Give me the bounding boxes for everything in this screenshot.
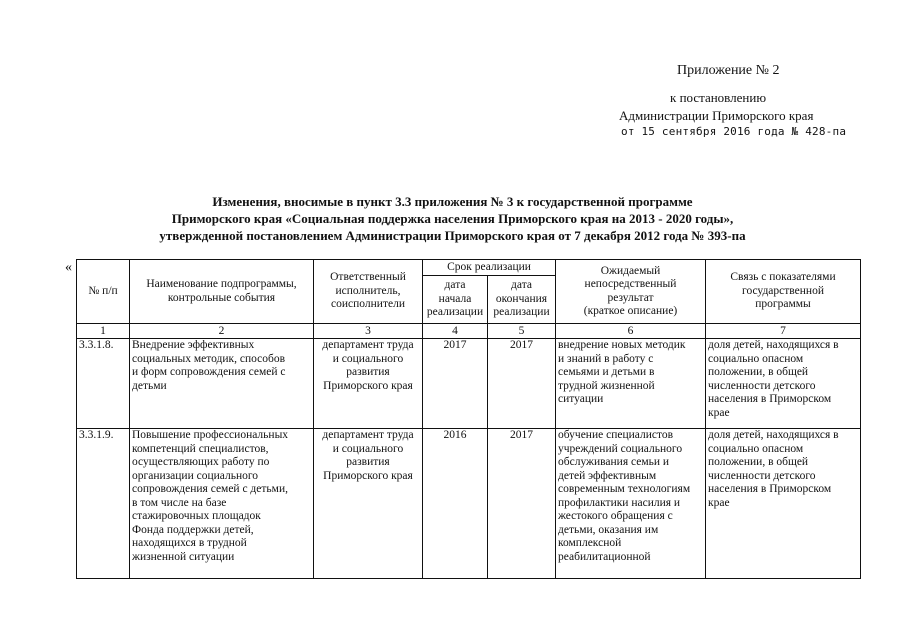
header-executor: Ответственный исполнитель, соисполнители: [314, 260, 423, 324]
header-link: Связь с показателями государственной программы: [706, 260, 861, 324]
col-number: 5: [488, 324, 556, 339]
header-result: Ожидаемый непосредственный результат (краткое описание): [556, 260, 706, 324]
column-numbers-row: [77, 324, 861, 339]
col-number: 7: [706, 324, 861, 339]
document-title-line-1: Изменения, вносимые в пункт 3.3 приложения № 3 к государственной программе: [212, 194, 693, 209]
row-num: 3.3.1.9.: [77, 429, 130, 579]
header-start: дата начала реализации: [423, 276, 488, 324]
header-name: Наименование подпрограммы, контрольные события: [130, 260, 314, 324]
row-name: Повышение профессиональных компетенций специалистов, осуществляющих работу по организации социального сопровождения семей с детьми, в том числе на базе стажировочных площадок Фонда поддержки детей, находящихся в трудной жизненной ситуации: [130, 429, 314, 579]
row-executor: департамент труда и социального развития Приморского края: [314, 429, 423, 579]
row-result: обучение специалистов учреждений социального обслуживания семьи и детей эффективным современным технологиям профилактики насилия и жестокого обращения с детьми, оказания им комплексной реабилитационной: [556, 429, 706, 579]
table-row: [77, 429, 861, 579]
appendix-to-resolution: к постановлению: [670, 90, 767, 105]
row-name: Внедрение эффективных социальных методик, способов и форм сопровождения семей с детьми: [130, 339, 314, 429]
opening-quote-mark: «: [65, 260, 72, 275]
row-link: доля детей, находящихся в социально опасном положении, в общей численности детского населения в Приморском крае: [706, 429, 861, 579]
row-executor: департамент труда и социального развития Приморского края: [314, 339, 423, 429]
appendix-date-stamp: от 15 сентября 2016 года № 428-па: [621, 125, 847, 138]
document-title-line-3: утвержденной постановлением Администрации Приморского края от 7 декабря 2012 года № 393-па: [159, 228, 746, 243]
row-start: 2017: [423, 339, 488, 429]
appendix-number: Приложение № 2: [677, 63, 780, 78]
col-number: 2: [130, 324, 314, 339]
program-table: [76, 259, 861, 579]
row-end: 2017: [488, 339, 556, 429]
row-end: 2017: [488, 429, 556, 579]
document-title-line-2: Приморского края «Социальная поддержка населения Приморского края на 2013 - 2020 годы»,: [171, 211, 734, 226]
col-number: 6: [556, 324, 706, 339]
header-end: дата окончания реализации: [488, 276, 556, 324]
row-num: 3.3.1.8.: [77, 339, 130, 429]
header-num: № п/п: [77, 260, 130, 324]
appendix-authority: Администрации Приморского края: [619, 108, 814, 123]
header-period: Срок реализации: [423, 260, 556, 276]
col-number: 1: [77, 324, 130, 339]
row-result: внедрение новых методик и знаний в работу с семьями и детьми в трудной жизненной ситуации: [556, 339, 706, 429]
row-link: доля детей, находящихся в социально опасном положении, в общей численности детского населения в Приморском крае: [706, 339, 861, 429]
col-number: 4: [423, 324, 488, 339]
col-number: 3: [314, 324, 423, 339]
row-start: 2016: [423, 429, 488, 579]
table-row: [77, 339, 861, 429]
